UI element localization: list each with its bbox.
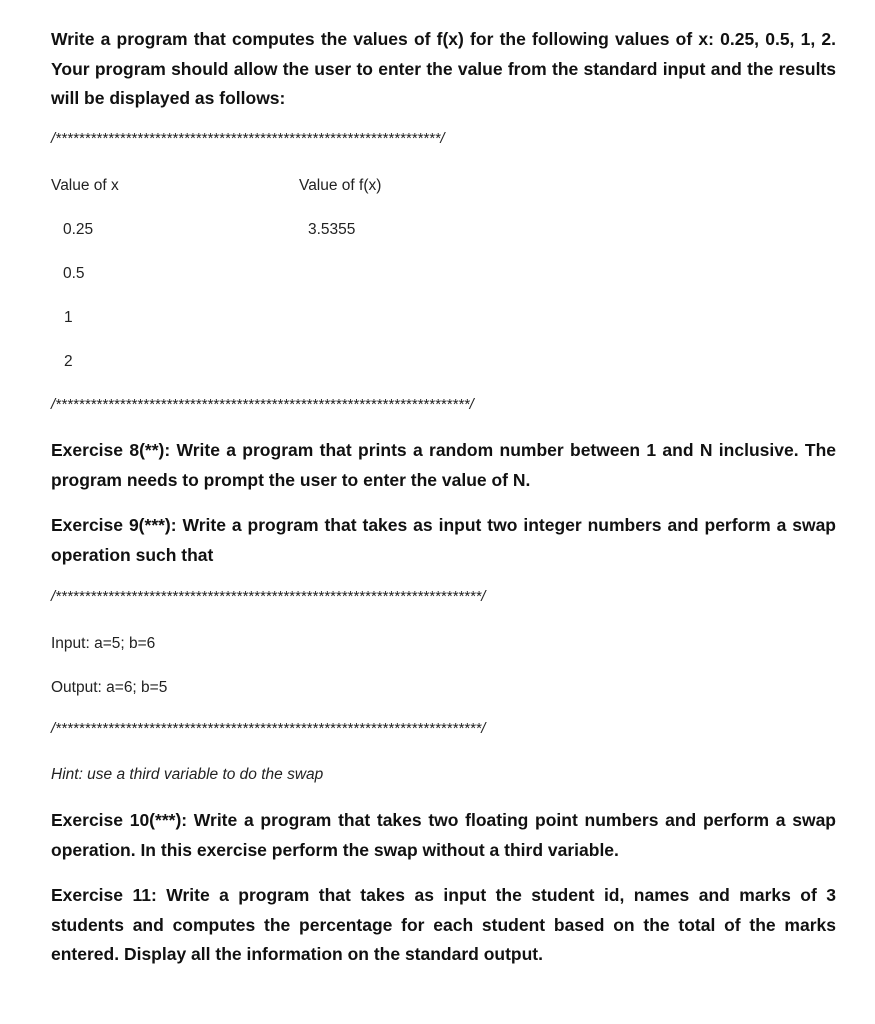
header-value-of-fx: Value of f(x) [299, 177, 382, 194]
header-value-of-x: Value of x [51, 177, 119, 194]
separator-after-table: /***********************************************************************/ [51, 396, 474, 413]
hint-text: Hint: use a third variable to do the swap [51, 766, 324, 783]
row-1-x: 0.25 [63, 221, 94, 238]
exercise-8-paragraph: Exercise 8(**): Write a program that prints a random number between 1 and N inclusive. The program needs to prompt the user to enter the value of N. [51, 440, 836, 490]
separator-top: /******************************************************************/ [51, 130, 445, 147]
row-3-x: 1 [64, 309, 73, 326]
intro-paragraph: Write a program that computes the values of f(x) for the following values of x: 0.25, 0.5, 1, 2. Your program should allow the user to enter the value from the standard input and the results will be displayed as follows: [51, 29, 836, 108]
exercise-11-paragraph: Exercise 11: Write a program that takes as input the student id, names and marks of 3 students and computes the percentage for each student based on the total of the marks entered. Display all the information on the standard output. [51, 885, 836, 964]
example-input: Input: a=5; b=6 [51, 635, 156, 652]
example-output: Output: a=6; b=5 [51, 679, 168, 696]
row-4-x: 2 [64, 353, 73, 370]
exercise-10-paragraph: Exercise 10(***): Write a program that takes two floating point numbers and perform a swap operation. In this exercise perform the swap without a third variable. [51, 810, 836, 860]
separator-before-example: /*************************************************************************/ [51, 588, 486, 605]
exercise-9-paragraph: Exercise 9(***): Write a program that takes as input two integer numbers and perform a swap operation such that [51, 515, 836, 565]
row-2-x: 0.5 [63, 265, 85, 282]
row-1-fx: 3.5355 [308, 221, 356, 238]
separator-after-example: /*************************************************************************/ [51, 720, 486, 737]
